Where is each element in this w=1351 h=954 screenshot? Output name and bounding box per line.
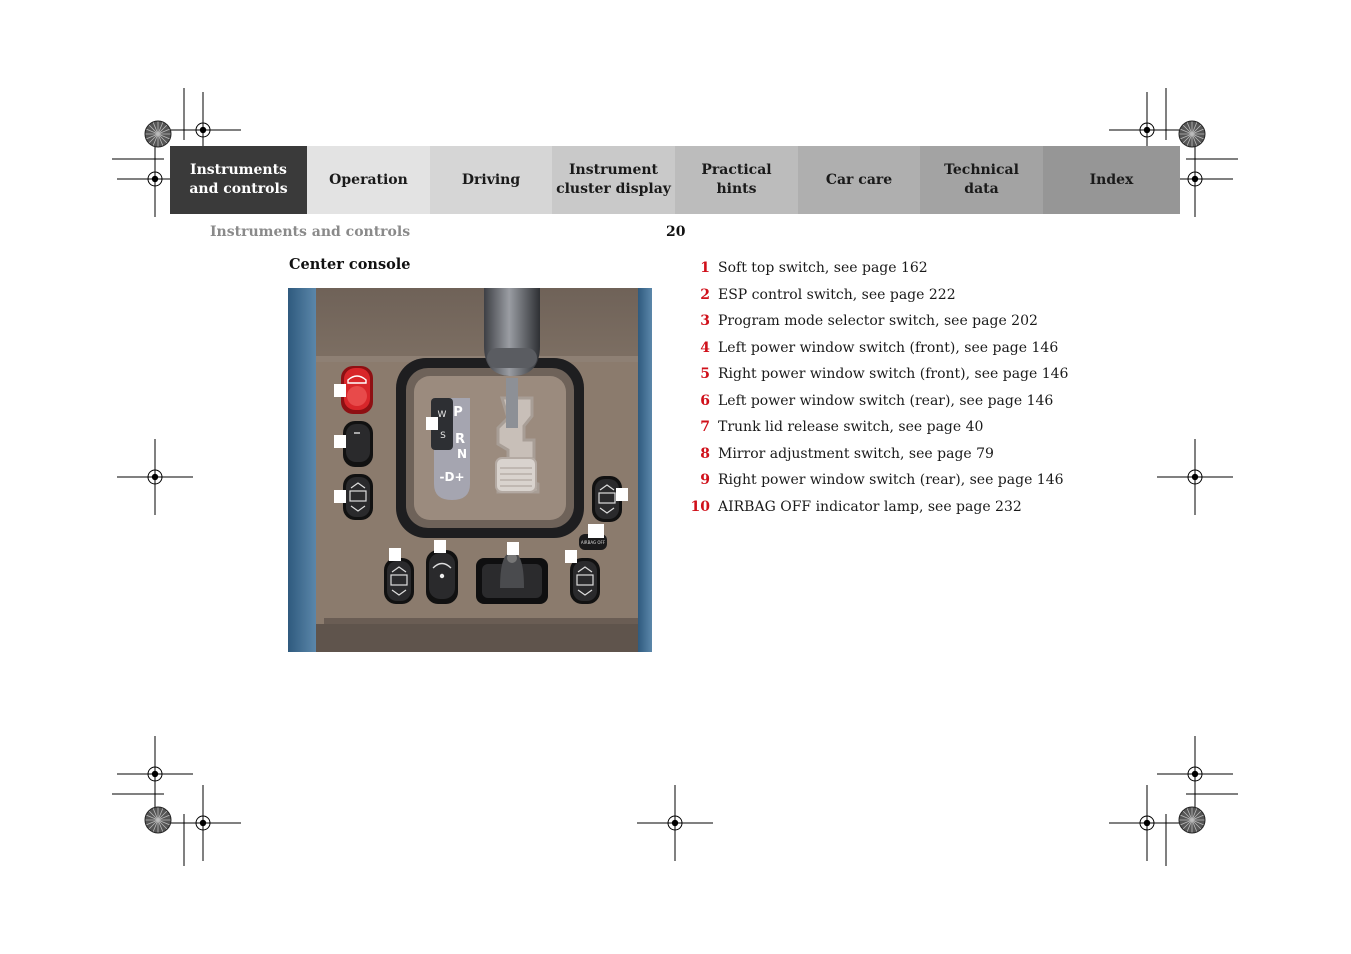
tab-instruments-and-controls[interactable] xyxy=(170,146,307,214)
legend-item xyxy=(690,441,1110,468)
tab-index[interactable] xyxy=(1043,146,1180,214)
tab-label: Index xyxy=(1089,171,1134,188)
selector-w-label: W xyxy=(437,410,447,420)
legend-number: 1 xyxy=(700,260,710,277)
gear-d-label: -D+ xyxy=(439,470,465,484)
gear-n-label: N xyxy=(456,447,468,461)
legend-item xyxy=(690,255,1110,282)
legend-text: Right power window switch (rear), see page 146 xyxy=(718,472,1064,489)
legend-number: 5 xyxy=(700,366,710,383)
component-legend xyxy=(690,255,1110,520)
tab-label: Operation xyxy=(329,171,408,188)
section-title: Center console xyxy=(289,256,411,273)
tab-label: Instruments and controls xyxy=(189,162,288,197)
legend-number: 10 xyxy=(690,498,710,515)
legend-text: Right power window switch (front), see page 146 xyxy=(718,366,1069,383)
legend-number: 2 xyxy=(700,286,710,303)
tab-car-care[interactable] xyxy=(798,146,920,214)
tab-instrument-cluster-display[interactable] xyxy=(552,146,675,214)
legend-text: Mirror adjustment switch, see page 79 xyxy=(718,445,994,462)
legend-item xyxy=(690,361,1110,388)
legend-text: ESP control switch, see page 222 xyxy=(718,286,956,303)
tab-label: Technical data xyxy=(944,162,1019,197)
legend-text: Left power window switch (front), see page 146 xyxy=(718,339,1059,356)
legend-item xyxy=(690,467,1110,494)
legend-item xyxy=(690,388,1110,415)
page-number: 20 xyxy=(666,224,686,240)
legend-number: 4 xyxy=(700,339,710,356)
legend-number: 9 xyxy=(700,472,710,489)
legend-text: AIRBAG OFF indicator lamp, see page 232 xyxy=(718,498,1022,515)
section-tab-bar xyxy=(170,146,1180,214)
legend-text: Program mode selector switch, see page 202 xyxy=(718,313,1038,330)
tab-label: Driving xyxy=(461,171,521,188)
center-console-illustration xyxy=(288,288,652,652)
tab-technical-data[interactable] xyxy=(920,146,1043,214)
legend-text: Soft top switch, see page 162 xyxy=(718,260,928,277)
tab-driving[interactable] xyxy=(430,146,552,214)
legend-number: 8 xyxy=(700,445,710,462)
selector-s-label: S xyxy=(440,431,446,441)
legend-number: 6 xyxy=(700,392,710,409)
legend-number: 7 xyxy=(700,419,710,436)
running-head: Instruments and controls xyxy=(210,224,411,240)
legend-number: 3 xyxy=(700,313,710,330)
tab-operation[interactable] xyxy=(307,146,430,214)
legend-item xyxy=(690,282,1110,309)
legend-item xyxy=(690,494,1110,521)
legend-text: Trunk lid release switch, see page 40 xyxy=(718,419,984,436)
legend-item xyxy=(690,335,1110,362)
gear-r-label: R xyxy=(454,432,466,447)
airbag-off-lamp-text: AIRBAG OFF xyxy=(580,540,606,545)
gear-p-label: P xyxy=(453,405,463,420)
tab-label: Car care xyxy=(825,171,893,188)
legend-item xyxy=(690,308,1110,335)
legend-text: Left power window switch (rear), see page 146 xyxy=(718,392,1054,409)
tab-label: Practical hints xyxy=(701,162,772,197)
legend-item xyxy=(690,414,1110,441)
tab-practical-hints[interactable] xyxy=(675,146,798,214)
tab-label: Instrument cluster display xyxy=(556,162,671,197)
